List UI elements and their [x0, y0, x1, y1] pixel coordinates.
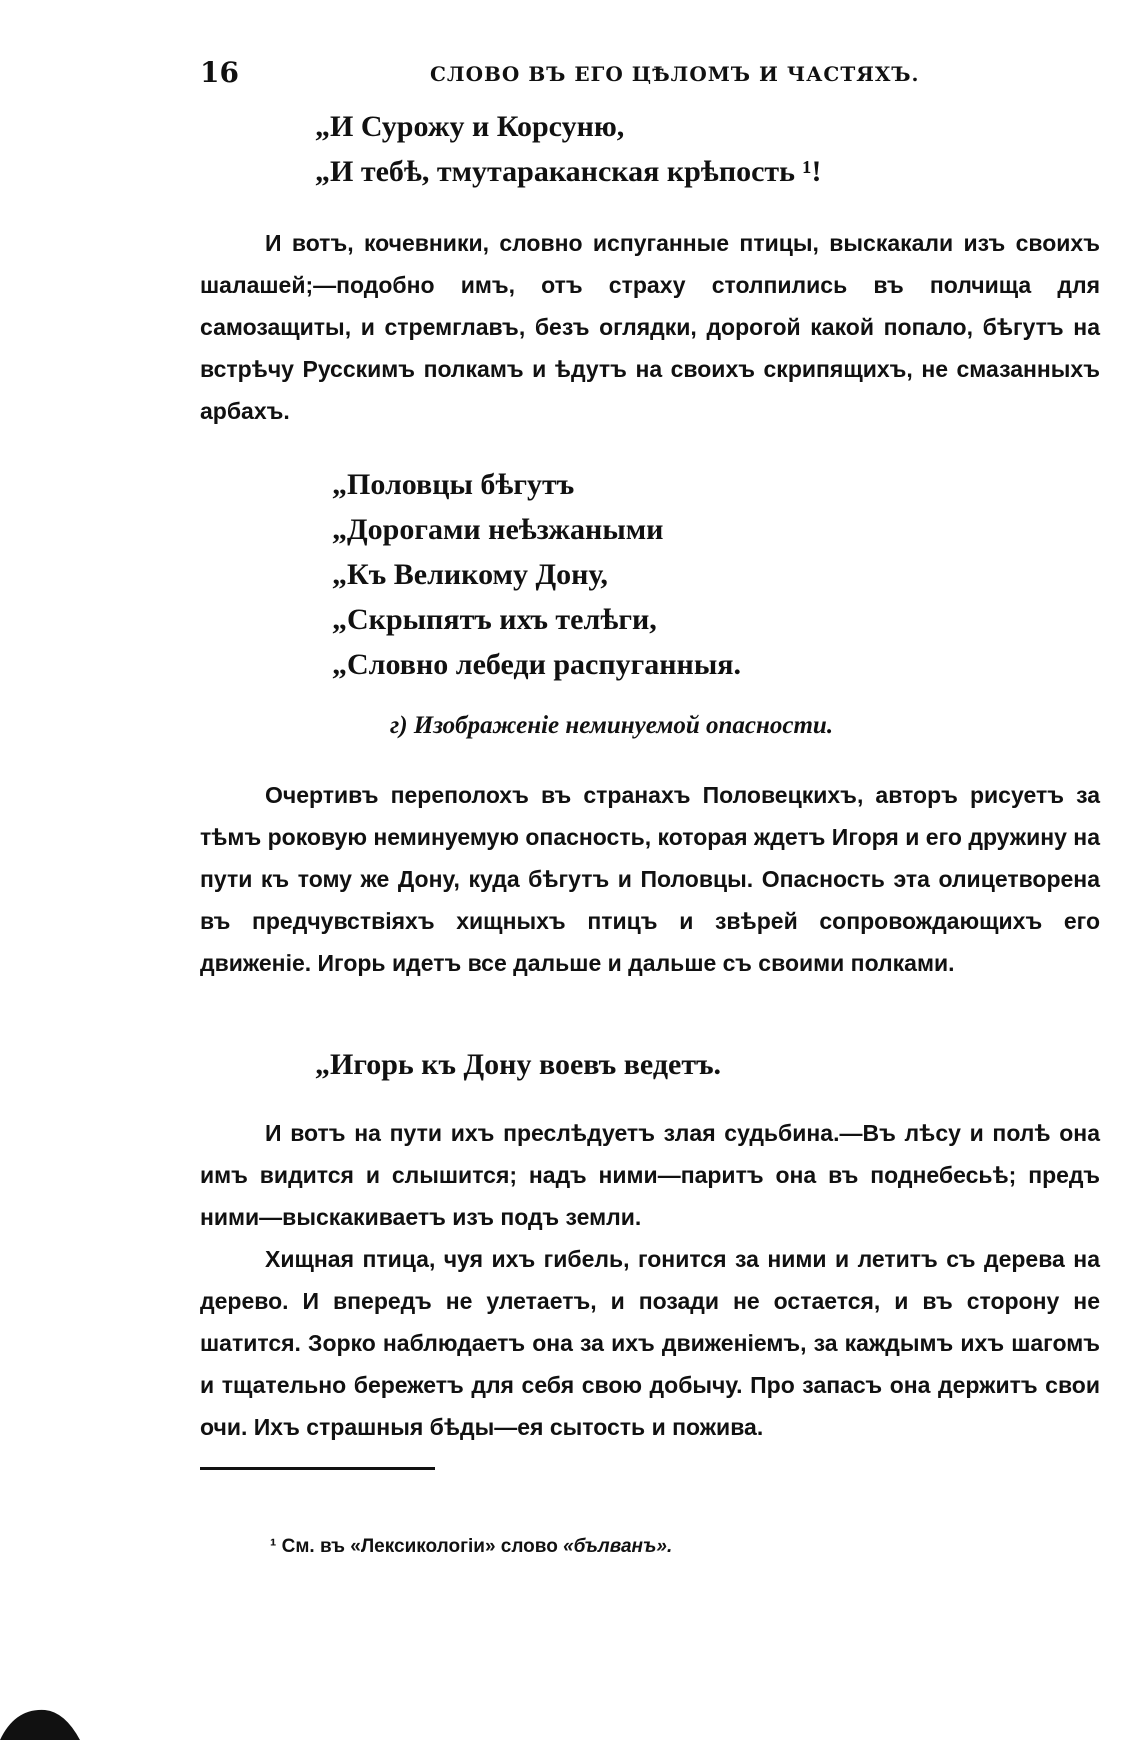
- section-subheading: г) Изображеніе неминуемой опасности.: [390, 712, 834, 739]
- verse-block-1: [315, 104, 822, 194]
- page-number: 16: [200, 56, 239, 89]
- page-edge-mark: [0, 1700, 80, 1740]
- footnote-marker: ¹: [270, 1536, 277, 1557]
- paragraph-fate: [200, 1112, 1100, 1448]
- verse-line: „Къ Великому Дону,: [332, 558, 608, 591]
- verse-block-2: [332, 462, 741, 687]
- verse-line: „И Сурожу и Корсуню,: [315, 110, 625, 143]
- paragraph-text: И вотъ на пути ихъ преслѣдуетъ злая судьбина.—Въ лѣсу и полѣ она имъ видится и слышится; надъ ними—паритъ она въ поднебесьѣ; предъ ними—выскакиваетъ изъ подъ земли.: [200, 1120, 1100, 1230]
- paragraph-text: Хищная птица, чуя ихъ гибель, гонится за ними и летитъ съ дерева на дерево. И впередъ не улетаетъ, и позади не остается, и въ сторону не шатится. Зорко наблюдаетъ она за ихъ движеніемъ, за каждымъ ихъ шагомъ и тщательно бережетъ для себя свою добычу. Про запасъ она держитъ свои очи. Ихъ страшныя бѣды—ея сытость и пожива.: [200, 1246, 1100, 1440]
- footnote-divider: [200, 1467, 435, 1470]
- verse-line: „Половцы бѣгутъ: [332, 468, 575, 501]
- footnote-word: «бълванъ».: [563, 1536, 673, 1557]
- verse-line: „Игорь къ Дону воевъ ведетъ.: [315, 1048, 722, 1081]
- verse-block-3: [315, 1042, 721, 1087]
- paragraph-text: И вотъ, кочевники, словно испуганные птицы, выскакали изъ своихъ шалашей;—подобно имъ, отъ страху столпились въ полчища для самозащиты, и стремглавъ, безъ оглядки, дорогой какой попало, бѣгутъ на встрѣчу Русскимъ полкамъ и ѣдутъ на своихъ скрипящихъ, не смазанныхъ арбахъ.: [200, 230, 1100, 424]
- verse-line: „Дорогами неѣзжаными: [332, 513, 664, 546]
- paragraph-nomads: [200, 222, 1100, 432]
- verse-line: „Скрыпятъ ихъ телѣги,: [332, 603, 657, 636]
- paragraph-text: Очертивъ переполохъ въ странахъ Половецкихъ, авторъ рисуетъ за тѣмъ роковую неминуемую опасность, которая ждетъ Игоря и его дружину на пути къ тому же Дону, куда бѣгутъ и Половцы. Опасность эта олицетворена въ предчувствіяхъ хищныхъ птицъ и звѣрей сопровождающихъ его движеніе. Игорь идетъ все дальше и дальше съ своими полками.: [200, 782, 1100, 976]
- verse-line: „И тебѣ, тмутараканская крѣпость ¹!: [315, 155, 822, 188]
- running-title: СЛОВО ВЪ ЕГО ЦѢЛОМЪ И ЧАСТЯХЪ.: [430, 62, 920, 86]
- footnote: [270, 1536, 672, 1558]
- page-header: [200, 56, 1100, 96]
- paragraph-danger: [200, 774, 1100, 984]
- verse-line: „Словно лебеди распуганныя.: [332, 648, 741, 681]
- footnote-text: См. въ «Лексикологіи» слово: [281, 1536, 558, 1557]
